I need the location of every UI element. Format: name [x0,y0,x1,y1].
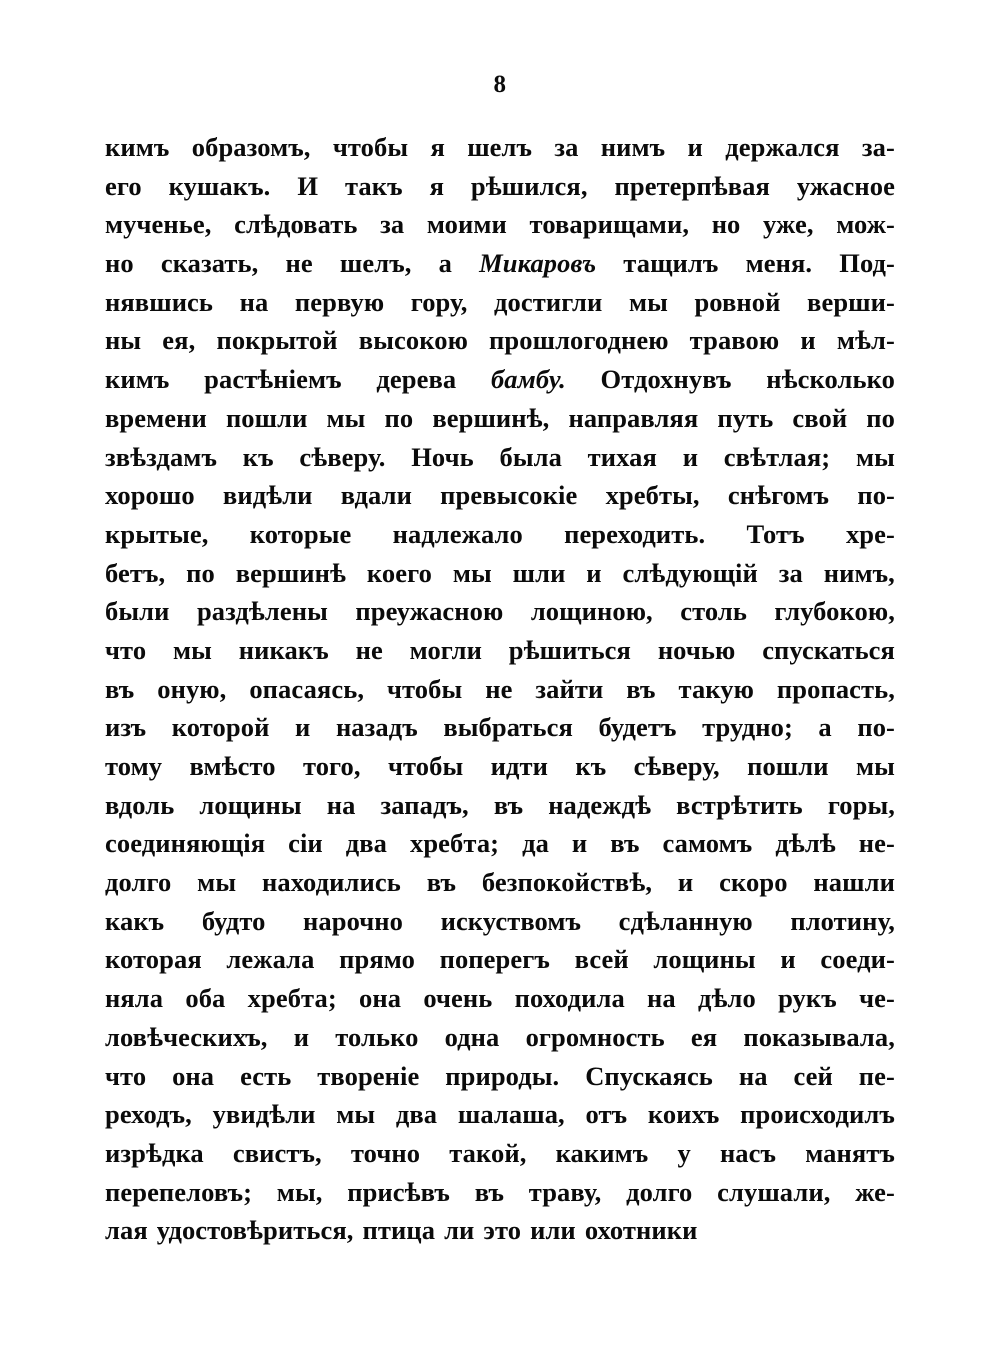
word: за [778,557,803,588]
word: по [384,402,414,433]
word: верши- [807,286,895,317]
word: ея [690,1021,718,1052]
word: его [105,170,142,201]
word: гору, [410,286,468,317]
word: мы [173,634,212,665]
text-line [105,747,895,786]
word: няла [105,983,164,1014]
word: первую [294,286,385,317]
word: что [105,1060,147,1091]
word: манятъ [805,1137,895,1168]
text-line-words [105,399,895,438]
text-line-words [105,786,895,825]
word: на [326,789,356,820]
text-line-words [105,979,895,1018]
word: нимъ [600,132,666,162]
text-line-words [105,708,895,747]
word: или [530,1215,576,1246]
word: мож- [836,209,895,240]
word: по [186,557,215,588]
word: вдали [340,480,412,511]
word: лежала [226,944,315,975]
text-line-words [105,940,895,979]
word: скоро [719,867,788,898]
word: глубокою, [774,596,895,627]
word: что [105,634,147,665]
word: снѣгомъ [727,480,830,511]
text-line-words [105,283,895,322]
word: не [485,673,513,704]
text-line [105,708,895,747]
text-line [105,1018,895,1057]
text-line-words [105,360,895,399]
word: Тотъ [746,518,805,549]
word: выбраться [443,712,573,743]
word: нимъ, [823,557,895,588]
word: растѣніемъ [204,364,342,395]
text-line-words [105,1173,895,1212]
word: по [866,402,895,433]
word: мученье, [105,209,212,240]
word: а [818,712,832,743]
word: но [105,248,134,279]
text-line [105,592,895,631]
word: лая [105,1215,148,1246]
word: были [105,596,170,627]
word: и [677,867,694,898]
word: не [355,634,383,665]
word: но [711,209,741,240]
word: свой [792,402,848,433]
text-line-words [105,244,895,283]
word: никакъ [238,634,329,665]
word: Спускаясь [585,1060,713,1091]
word: такой, [449,1137,527,1168]
word: рѣшился, [470,170,588,201]
word: пропасть, [776,673,895,704]
word: въ [493,789,524,820]
text-line-words [105,1134,895,1173]
word: столь [680,596,747,627]
word: на [647,983,676,1014]
text-line [105,1057,895,1096]
word: ужасное [796,170,895,201]
text-line [105,1211,895,1250]
word: очень [423,983,493,1014]
word: природы. [445,1060,560,1091]
word: перепеловъ; [105,1176,253,1207]
word: къ [575,751,607,781]
word: держался [725,132,840,162]
word: мы [326,402,366,433]
word: безпокойствѣ, [481,867,653,898]
word: и [687,132,703,162]
text-line [105,283,895,322]
word: какимъ [555,1137,649,1168]
word: въ [105,673,135,704]
text-line [105,399,895,438]
word: чтобы [386,673,463,704]
word: могли [409,634,482,665]
word: ея, [162,325,196,356]
word: встрѣтить [676,789,803,820]
word: покрытой [216,325,338,356]
text-line [105,554,895,593]
word: была [499,441,562,472]
word: лощины [653,944,756,975]
word: будто [201,905,266,936]
word: чтобы [387,751,464,781]
word: реходъ, [105,1099,192,1130]
word: два [345,828,388,859]
word: траву, [528,1176,602,1207]
word: всей [574,944,629,975]
text-line-words [105,128,895,167]
text-line-words [105,863,895,902]
word: свистъ, [232,1137,322,1168]
word: и [800,325,816,356]
word: въ [626,673,656,704]
word: я [430,132,445,162]
word: ны [105,325,142,356]
word: мы [628,286,668,317]
word: изрѣдка [105,1137,204,1168]
word: поперегъ [439,944,550,975]
word: мы [855,751,895,781]
word: кимъ [105,364,170,395]
word: которая [105,944,202,975]
word: нявшись [105,286,214,317]
italic-word: Микаровъ [479,248,597,279]
word: рѣшиться [508,634,631,665]
word: слушали, [717,1176,831,1207]
word: пошли [225,402,308,433]
word: меня. [745,248,813,279]
word: надлежало [392,518,523,549]
word: два [395,1099,438,1130]
word: времени [105,402,207,433]
word: показывала, [743,1021,895,1052]
word: происходилъ [740,1099,895,1130]
word: на [239,286,269,317]
word: есть [240,1060,292,1091]
text-line [105,167,895,206]
word: превысокіе [440,480,578,511]
word: дерева [376,364,457,395]
word: шли [512,557,566,588]
text-line-words [105,438,895,477]
word: походила [514,983,625,1014]
word: огромность [525,1021,665,1052]
word: она [359,983,402,1014]
text-line [105,205,895,244]
word: Под- [839,248,895,279]
word: мы, [276,1176,323,1207]
word: насъ [719,1137,777,1168]
body-text-block [105,128,895,1250]
word: травою [689,325,780,356]
word: крытые, [105,518,209,549]
word: соединяющія [105,828,266,859]
text-line [105,321,895,360]
word: не [285,248,313,279]
text-line-words [105,902,895,941]
text-line-words [105,205,895,244]
word: вершинѣ [235,557,347,588]
word: рукъ [778,983,837,1014]
word: сѣверу. [299,441,386,472]
word: путь [717,402,774,433]
word: у [677,1137,691,1168]
word: отъ [585,1099,628,1130]
word: коего [366,557,432,588]
word: сей [793,1060,833,1091]
word: претерпѣвая [614,170,770,201]
word: зайти [535,673,604,704]
text-line [105,1134,895,1173]
text-line-words [105,1211,895,1250]
word: и [295,712,311,743]
word: нарочно [303,905,404,936]
text-line-words [105,824,895,863]
word: раздѣлены [196,596,328,627]
word: и [682,441,699,472]
word: хребты, [605,480,700,511]
word: шелъ, [339,248,412,279]
text-line [105,979,895,1018]
word: я [429,170,444,201]
word: изъ [105,712,147,743]
word: которые [249,518,352,549]
word: звѣздамъ [105,441,217,472]
word: лощины [199,789,302,820]
word: переходить. [564,518,706,549]
text-line [105,863,895,902]
word: прямо [339,944,415,975]
text-line [105,631,895,670]
word: за- [861,132,895,162]
word: мы [855,441,895,472]
word: дѣлѣ [775,828,836,859]
word: это [483,1215,522,1246]
word: по- [857,712,895,743]
word: опасаясь, [249,673,365,704]
word: за [554,132,579,162]
word: преужасною [355,596,504,627]
text-line-words [105,515,895,554]
word: шелъ [467,132,533,162]
word: присѣвъ [347,1176,450,1207]
text-line [105,1095,895,1134]
word: горы, [827,789,895,820]
word: мы [336,1099,376,1130]
word: дѣло [698,983,756,1014]
word: хребта; [409,828,500,859]
word: слѣдующій [622,557,758,588]
text-line [105,360,895,399]
word: свѣтлая; [723,441,831,472]
word: она [172,1060,215,1091]
word: надеждѣ [548,789,652,820]
word: ровной [694,286,781,317]
text-line [105,438,895,477]
word: назадъ [335,712,418,743]
word: только [335,1021,419,1052]
word: самомъ [662,828,753,859]
word: сѣверу, [633,751,720,781]
word: лощиною, [530,596,653,627]
word: достигли [494,286,603,317]
word: чтобы [332,132,409,162]
word: того, [302,751,361,781]
text-line-words [105,167,895,206]
word: Ночь [411,441,474,472]
word: И [297,170,319,201]
word: въ [474,1176,505,1207]
word: бетъ, [105,557,166,588]
word: сіи [288,828,323,859]
word: нѣсколько [766,364,895,395]
word: находились [261,867,401,898]
text-line [105,940,895,979]
word: кушакъ. [168,170,271,201]
word: идти [490,751,549,781]
word: трудно; [702,712,793,743]
word: вершинѣ, [432,402,550,433]
word: долго [105,867,172,898]
word: образомъ, [191,132,311,162]
word: и [571,828,588,859]
word: искуствомъ [440,905,582,936]
word: тому [105,751,163,781]
word: такую [678,673,754,704]
word: ночью [657,634,736,665]
word: слѣдовать [234,209,358,240]
text-line [105,824,895,863]
word: удостовѣриться, [156,1215,354,1246]
text-line-words [105,476,895,515]
text-line [105,1173,895,1212]
text-line [105,786,895,825]
word: тащилъ [623,248,719,279]
word: кимъ [105,132,170,162]
page-number: 8 [493,71,507,98]
text-line-words [105,747,895,786]
word: тихая [587,441,657,472]
text-line [105,244,895,283]
word: которой [171,712,270,743]
word: вмѣсто [189,751,276,781]
word: птица [362,1215,436,1246]
text-line-words [105,1057,895,1096]
word: мы [197,867,237,898]
word: спускаться [762,634,895,665]
word: ли [444,1215,475,1246]
italic-word: бамбу. [490,364,566,395]
word: такъ [344,170,403,201]
word: соеди- [820,944,895,975]
word: точно [350,1137,421,1168]
text-line-words [105,670,895,709]
word: плотину, [790,905,895,936]
word: сдѣланную [618,905,753,936]
word: на [738,1060,768,1091]
word: охотники [584,1215,698,1246]
word: хребта; [247,983,337,1014]
word: хорошо [105,480,195,511]
word: долго [626,1176,693,1207]
word: Отдохнувъ [600,364,732,395]
word: сказать, [160,248,259,279]
word: высокою [358,325,468,356]
word: какъ [105,905,165,936]
word: въ [610,828,640,859]
word: вдоль [105,789,175,820]
word: товарищами, [529,209,690,240]
text-line [105,476,895,515]
word: мы [452,557,492,588]
word: мѣл- [836,325,895,356]
text-line-words [105,631,895,670]
word: же- [855,1176,895,1207]
word: оную, [157,673,227,704]
word: къ [242,441,274,472]
text-line-words [105,1018,895,1057]
word: пе- [858,1060,895,1091]
word: моими [426,209,507,240]
word: прошлогоднею [489,325,669,356]
text-line-words [105,321,895,360]
word: пошли [747,751,829,781]
word: ловѣческихъ, [105,1021,268,1052]
word: будетъ [598,712,677,743]
word: хре- [845,518,895,549]
word: коихъ [647,1099,720,1130]
word: не- [858,828,895,859]
text-line-words [105,554,895,593]
word: по- [857,480,895,511]
word: западъ, [380,789,469,820]
word: видѣли [222,480,313,511]
text-line [105,515,895,554]
text-line-words [105,592,895,631]
word: оба [185,983,226,1014]
text-line [105,128,895,167]
word: увидѣли [212,1099,316,1130]
word: и [780,944,796,975]
word: одна [444,1021,500,1052]
word: шалаша, [457,1099,565,1130]
word: уже, [763,209,814,240]
word: въ [426,867,456,898]
text-line [105,670,895,709]
word: нашли [813,867,895,898]
text-line [105,902,895,941]
word: направляя [568,402,699,433]
word: твореніе [317,1060,420,1091]
word: и [293,1021,310,1052]
word: а [438,248,452,279]
word: да [522,828,549,859]
word: и [586,557,602,588]
word: за [380,209,405,240]
word: че- [859,983,895,1014]
text-line-words [105,1095,895,1134]
